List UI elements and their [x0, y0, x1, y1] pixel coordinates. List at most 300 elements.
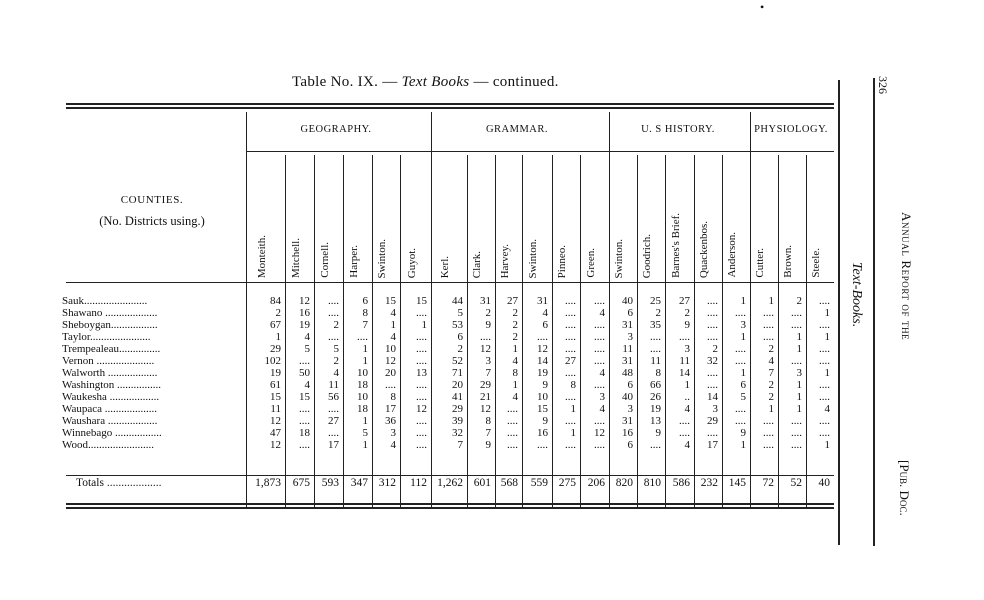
county-name: Winnebago ................. — [62, 427, 162, 439]
cell-value: 1 — [796, 343, 802, 355]
column-divider — [665, 155, 666, 507]
column-header-1 — [290, 160, 310, 278]
cell-value: 11 — [622, 343, 633, 355]
cell-value: 10 — [357, 391, 368, 403]
cell-value: .... — [328, 307, 339, 319]
cell-value: 8 — [655, 367, 661, 379]
cell-value: 9 — [485, 319, 491, 331]
group-physiology: PHYSIOLOGY. — [754, 124, 828, 135]
total-value: 232 — [700, 477, 718, 489]
cell-value: .... — [357, 331, 368, 343]
cell-value: 5 — [362, 427, 368, 439]
cell-value: .... — [819, 295, 830, 307]
cell-value: 3 — [684, 343, 690, 355]
cell-value: 9 — [740, 427, 746, 439]
cell-value: 1 — [824, 307, 830, 319]
column-divider — [495, 155, 496, 507]
cell-value: 9 — [684, 319, 690, 331]
cell-value: 9 — [542, 415, 548, 427]
cell-value: 40 — [622, 391, 633, 403]
cell-value: 19 — [650, 403, 661, 415]
cell-value: 1 — [512, 379, 518, 391]
cell-value: .... — [565, 439, 576, 451]
cell-value: 71 — [452, 367, 463, 379]
cell-value: .... — [679, 427, 690, 439]
cell-value: .... — [594, 439, 605, 451]
cell-value: .... — [650, 439, 661, 451]
column-header-9 — [527, 160, 547, 278]
cell-value: .... — [791, 355, 802, 367]
county-name: Walworth .................. — [62, 367, 158, 379]
cell-value: 4 — [512, 355, 518, 367]
cell-value: 2 — [512, 307, 518, 319]
column-label: Guyot. — [405, 247, 418, 278]
cell-value: 27 — [328, 415, 339, 427]
column-label: Swinton. — [613, 238, 625, 278]
cell-value: .... — [791, 415, 802, 427]
cell-value: 12 — [299, 295, 310, 307]
cell-value: .... — [735, 307, 746, 319]
column-divider — [285, 155, 286, 507]
column-divider — [694, 155, 695, 507]
column-divider — [806, 155, 807, 507]
cell-value: .... — [735, 403, 746, 415]
cell-value: .... — [416, 391, 427, 403]
cell-value: 1 — [740, 331, 746, 343]
cell-value: .... — [416, 307, 427, 319]
cell-value: 4 — [512, 391, 518, 403]
cell-value: 3 — [485, 355, 491, 367]
cell-value: 31 — [622, 355, 633, 367]
cell-value: .... — [565, 307, 576, 319]
cell-value: .... — [679, 415, 690, 427]
cell-value: 48 — [622, 367, 633, 379]
cell-value: 47 — [270, 427, 281, 439]
cell-value: 2 — [768, 379, 774, 391]
cell-value: 5 — [333, 343, 339, 355]
group-geography: GEOGRAPHY. — [300, 124, 372, 135]
cell-value: 1 — [796, 379, 802, 391]
total-value: 810 — [643, 477, 661, 489]
total-value: 1,262 — [437, 477, 463, 489]
cell-value: 12 — [480, 403, 491, 415]
cell-value: 18 — [357, 379, 368, 391]
cell-value: .... — [416, 415, 427, 427]
column-header-15 — [698, 160, 718, 278]
column-label: Steele. — [810, 248, 822, 278]
column-divider — [314, 155, 315, 507]
column-header-2 — [319, 160, 339, 278]
table-row — [62, 428, 834, 439]
cell-value: .... — [735, 355, 746, 367]
cell-value: 3 — [796, 367, 802, 379]
column-header-5 — [406, 160, 426, 278]
cell-value: .... — [416, 355, 427, 367]
cell-value: .... — [507, 415, 518, 427]
title-prefix: Table No. IX. — — [292, 74, 402, 90]
cell-value: 1 — [362, 415, 368, 427]
cell-value: .... — [707, 427, 718, 439]
cell-value: 2 — [684, 307, 690, 319]
cell-value: 1 — [570, 427, 576, 439]
cell-value: 2 — [768, 343, 774, 355]
column-label: Quackenbos. — [698, 220, 710, 278]
cell-value: 25 — [650, 295, 661, 307]
cell-value: 8 — [390, 391, 396, 403]
cell-value: 17 — [385, 403, 396, 415]
table-row — [62, 440, 834, 451]
column-header-14 — [670, 160, 690, 278]
cell-value: 17 — [707, 439, 718, 451]
top-rule-1 — [66, 103, 834, 105]
cell-value: 12 — [537, 343, 548, 355]
cell-value: 66 — [650, 379, 661, 391]
cell-value: .... — [819, 415, 830, 427]
cell-value: .... — [819, 355, 830, 367]
county-name: Waushara .................. — [62, 415, 158, 427]
cell-value: 1 — [684, 379, 690, 391]
cell-value: .... — [819, 319, 830, 331]
cell-value: 12 — [416, 403, 427, 415]
column-header-8 — [499, 160, 519, 278]
cell-value: 15 — [385, 295, 396, 307]
cell-value: .... — [480, 331, 491, 343]
cell-value: 1 — [362, 355, 368, 367]
cell-value: .... — [791, 427, 802, 439]
cell-value: .... — [763, 307, 774, 319]
cell-value: .... — [416, 343, 427, 355]
cell-value: .... — [565, 367, 576, 379]
table-row — [62, 368, 834, 379]
table-row — [62, 356, 834, 367]
cell-value: .... — [763, 427, 774, 439]
cell-value: .... — [594, 331, 605, 343]
bottom-rule-2 — [66, 507, 834, 509]
cell-value: 4 — [599, 403, 605, 415]
table-title — [292, 74, 559, 91]
total-value: 559 — [530, 477, 548, 489]
column-label: Pinneo. — [556, 244, 568, 278]
cell-value: .... — [565, 295, 576, 307]
cell-value: 1 — [362, 343, 368, 355]
column-header-17 — [754, 160, 774, 278]
cell-value: 35 — [650, 319, 661, 331]
cell-value: 8 — [570, 379, 576, 391]
cell-value: 27 — [679, 295, 690, 307]
cell-value: 15 — [416, 295, 427, 307]
cell-value: 20 — [452, 379, 463, 391]
running-header: Annual Report of the — [899, 212, 914, 341]
cell-value: .... — [328, 295, 339, 307]
cell-value: 4 — [304, 379, 310, 391]
cell-value: 1 — [796, 391, 802, 403]
column-header-12 — [613, 160, 633, 278]
cell-value: 1 — [390, 319, 396, 331]
total-value: 72 — [762, 477, 774, 489]
table-row — [62, 380, 834, 391]
column-label: Harvey. — [498, 243, 511, 278]
cell-value: 5 — [304, 343, 310, 355]
cell-value: 29 — [452, 403, 463, 415]
cell-value: .... — [594, 295, 605, 307]
county-name: Waupaca ................... — [62, 403, 158, 415]
cell-value: 14 — [679, 367, 690, 379]
cell-value: .... — [707, 295, 718, 307]
total-value: 347 — [350, 477, 368, 489]
cell-value: 15 — [537, 403, 548, 415]
cell-value: 16 — [622, 427, 633, 439]
column-label: Mitchell. — [289, 237, 302, 278]
cell-value: .... — [763, 439, 774, 451]
column-header-11 — [585, 160, 605, 278]
cell-value: 4 — [824, 403, 830, 415]
cell-value: 4 — [390, 439, 396, 451]
cell-value: 31 — [622, 319, 633, 331]
cell-value: .... — [416, 439, 427, 451]
column-header-19 — [810, 160, 830, 278]
county-name: Trempealeau............... — [62, 343, 161, 355]
totals-rule — [66, 475, 834, 476]
total-value: 593 — [321, 477, 339, 489]
cell-value: 31 — [622, 415, 633, 427]
column-label: Swinton. — [376, 238, 388, 278]
cell-value: 2 — [512, 319, 518, 331]
county-name: Sauk....................... — [62, 295, 148, 307]
county-name: Washington ................ — [62, 379, 162, 391]
cell-value: 56 — [328, 391, 339, 403]
column-label: Kerl. — [439, 255, 451, 278]
cell-value: 7 — [457, 439, 463, 451]
cell-value: 11 — [328, 379, 339, 391]
group-grammar: GRAMMAR. — [485, 124, 549, 135]
table-row — [62, 416, 834, 427]
cell-value: .... — [679, 331, 690, 343]
cell-value: .... — [299, 355, 310, 367]
cell-value: 40 — [622, 295, 633, 307]
cell-value: 16 — [299, 307, 310, 319]
group-rule-history — [608, 151, 748, 152]
cell-value: 1 — [740, 367, 746, 379]
cell-value: 4 — [768, 355, 774, 367]
column-divider — [372, 155, 373, 507]
cell-value: 29 — [480, 379, 491, 391]
cell-value: .... — [416, 379, 427, 391]
cell-value: 4 — [599, 307, 605, 319]
cell-value: 13 — [650, 415, 661, 427]
cell-value: 11 — [679, 355, 690, 367]
column-label: Anderson. — [726, 232, 738, 278]
column-divider — [580, 155, 581, 507]
cell-value: 19 — [537, 367, 548, 379]
cell-value: 8 — [512, 367, 518, 379]
title-suffix: — continued. — [469, 74, 559, 90]
cell-value: 3 — [712, 403, 718, 415]
cell-value: 41 — [452, 391, 463, 403]
cell-value: 52 — [452, 355, 463, 367]
cell-value: 102 — [264, 355, 281, 367]
cell-value: .... — [791, 319, 802, 331]
cell-value: .... — [650, 331, 661, 343]
cell-value: .... — [650, 343, 661, 355]
title-italic: Text Books — [401, 74, 470, 90]
total-value: 312 — [378, 477, 396, 489]
margin-rule-2 — [873, 78, 875, 546]
cell-value: .... — [537, 439, 548, 451]
cell-value: 1 — [824, 367, 830, 379]
cell-value: 2 — [333, 355, 339, 367]
cell-value: 18 — [299, 427, 310, 439]
total-value: 275 — [558, 477, 576, 489]
cell-value: .... — [707, 367, 718, 379]
cell-value: 15 — [299, 391, 310, 403]
cell-value: 9 — [655, 427, 661, 439]
cell-value: .... — [507, 439, 518, 451]
cell-value: 12 — [270, 415, 281, 427]
cell-value: 84 — [270, 295, 281, 307]
column-divider — [467, 155, 468, 507]
cell-value: 1 — [740, 295, 746, 307]
cell-value: 6 — [627, 439, 633, 451]
column-divider — [522, 155, 523, 507]
group-us-history: U. S HISTORY. — [641, 124, 715, 135]
top-rule-2 — [66, 107, 834, 109]
table-row — [62, 320, 834, 331]
cell-value: 9 — [485, 439, 491, 451]
cell-value: .... — [594, 355, 605, 367]
cell-value: 7 — [362, 319, 368, 331]
column-label: Swinton. — [527, 238, 539, 278]
cell-value: .... — [594, 343, 605, 355]
cell-value: 6 — [627, 379, 633, 391]
page-number: 326 — [876, 76, 890, 94]
table-row — [62, 344, 834, 355]
cell-value: 2 — [275, 307, 281, 319]
cell-value: .... — [299, 415, 310, 427]
total-value: 52 — [790, 477, 802, 489]
cell-value: 2 — [485, 307, 491, 319]
cell-value: .... — [819, 391, 830, 403]
cell-value: 31 — [480, 295, 491, 307]
cell-value: 3 — [599, 391, 605, 403]
cell-value: 17 — [328, 439, 339, 451]
column-header-6 — [439, 160, 459, 278]
column-label: Cutter. — [754, 248, 766, 278]
total-value: 40 — [818, 477, 830, 489]
cell-value: 1 — [768, 295, 774, 307]
cell-value: 12 — [594, 427, 605, 439]
column-header-7 — [471, 160, 491, 278]
county-name: Waukesha .................. — [62, 391, 160, 403]
total-value: 586 — [672, 477, 690, 489]
column-label: Monteith. — [255, 234, 268, 278]
group-rule-physiology — [748, 151, 834, 152]
table-row — [62, 332, 834, 343]
table-row — [62, 296, 834, 307]
cell-value: 6 — [627, 307, 633, 319]
cell-value: 21 — [480, 391, 491, 403]
cell-value: 11 — [270, 403, 281, 415]
cell-value: .... — [763, 319, 774, 331]
cell-value: 4 — [390, 307, 396, 319]
cell-value: .... — [707, 379, 718, 391]
cell-value: .... — [565, 391, 576, 403]
cell-value: 39 — [452, 415, 463, 427]
cell-value: 14 — [537, 355, 548, 367]
cell-value: 2 — [457, 343, 463, 355]
cell-value: 61 — [270, 379, 281, 391]
cell-value: 14 — [707, 391, 718, 403]
cell-value: 12 — [385, 355, 396, 367]
cell-value: 4 — [333, 367, 339, 379]
running-title: Text-Books. — [849, 262, 864, 328]
cell-value: 3 — [627, 403, 633, 415]
cell-value: 4 — [304, 331, 310, 343]
cell-value: 1 — [570, 403, 576, 415]
cell-value: .... — [507, 403, 518, 415]
column-divider — [552, 155, 553, 507]
cell-value: 6 — [740, 379, 746, 391]
cell-value: .... — [416, 331, 427, 343]
cell-value: 1 — [512, 343, 518, 355]
total-value: 820 — [615, 477, 633, 489]
total-value: 206 — [587, 477, 605, 489]
cell-value: 6 — [362, 295, 368, 307]
cell-value: .... — [763, 415, 774, 427]
cell-value: .... — [819, 379, 830, 391]
cell-value: 36 — [385, 415, 396, 427]
cell-value: .... — [791, 439, 802, 451]
cell-value: .... — [565, 319, 576, 331]
cell-value: 8 — [485, 415, 491, 427]
cell-value: .... — [565, 343, 576, 355]
column-divider — [778, 155, 779, 507]
cell-value: .... — [594, 379, 605, 391]
column-header-4 — [376, 160, 396, 278]
total-value: 568 — [500, 477, 518, 489]
column-header-10 — [556, 160, 576, 278]
table-row — [62, 308, 834, 319]
bottom-rule-1 — [66, 503, 834, 505]
cell-value: 27 — [565, 355, 576, 367]
cell-value: .... — [565, 415, 576, 427]
cell-value: 1 — [796, 403, 802, 415]
cell-value: .... — [385, 379, 396, 391]
cell-value: 8 — [362, 307, 368, 319]
column-divider — [637, 155, 638, 507]
cell-value: 4 — [599, 367, 605, 379]
cell-value: .... — [594, 319, 605, 331]
cell-value: 5 — [740, 391, 746, 403]
cell-value: .... — [594, 415, 605, 427]
cell-value: .... — [707, 331, 718, 343]
county-name: Vernon ..................... — [62, 355, 155, 367]
cell-value: 4 — [684, 439, 690, 451]
cell-value: 6 — [542, 319, 548, 331]
cell-value: .. — [684, 391, 690, 403]
cell-value: 32 — [707, 355, 718, 367]
cell-value: .... — [328, 427, 339, 439]
column-divider — [343, 155, 344, 507]
cell-value: 5 — [457, 307, 463, 319]
column-label: Barnes's Brief. — [669, 213, 682, 278]
county-name: Wood........................ — [62, 439, 155, 451]
cell-value: 20 — [385, 367, 396, 379]
cell-value: 44 — [452, 295, 463, 307]
cell-value: .... — [819, 343, 830, 355]
column-divider — [722, 155, 723, 507]
counties-title: COUNTIES. — [120, 194, 184, 206]
total-value: 601 — [473, 477, 491, 489]
